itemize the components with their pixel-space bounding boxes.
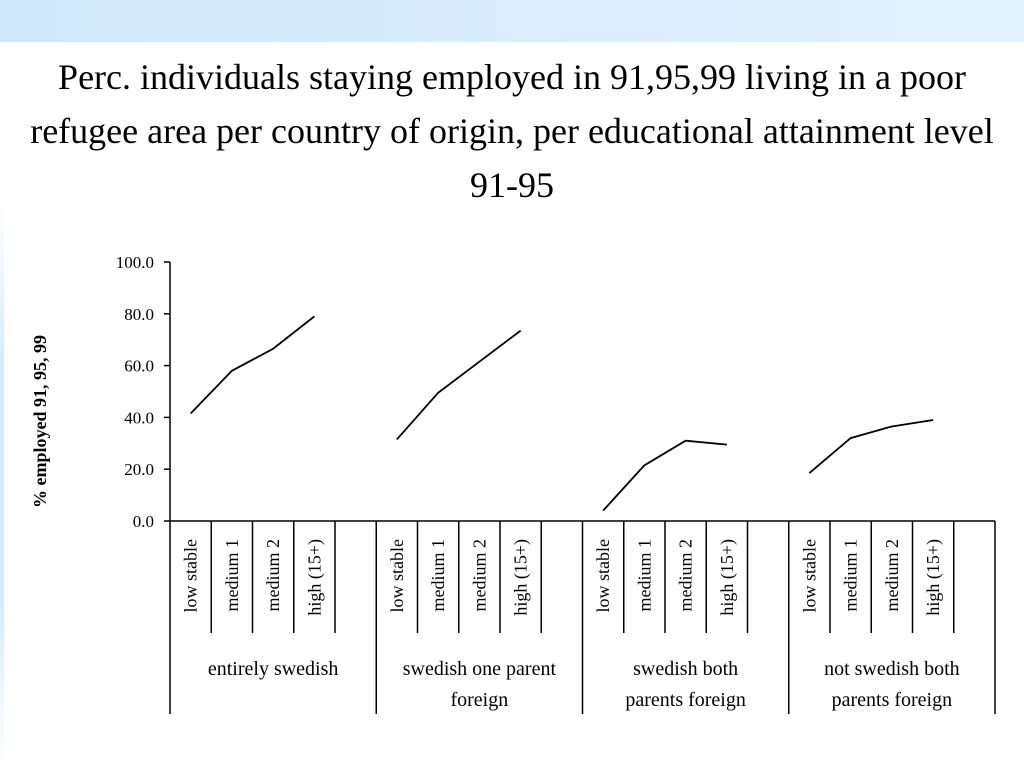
- category-label: low stable: [593, 539, 614, 613]
- group-label: swedish both: [633, 658, 739, 680]
- series-line: [603, 441, 727, 511]
- category-label: medium 2: [675, 539, 696, 612]
- y-tick-label: 100.0: [115, 253, 154, 272]
- group-label: parents foreign: [625, 689, 746, 711]
- series-line: [191, 316, 315, 413]
- category-label: medium 2: [469, 539, 490, 612]
- y-tick-label: 0.0: [132, 512, 154, 531]
- slide-title: Perc. individuals staying employed in 91,95,99 living in a poor refugee area per country of origin, per educational attainment level 91-95: [30, 57, 994, 205]
- category-label: high (15+): [923, 539, 944, 616]
- group-label: not swedish both: [824, 658, 960, 680]
- group-label: parents foreign: [831, 689, 953, 711]
- category-label: medium 1: [221, 539, 242, 612]
- category-label: high (15+): [716, 539, 737, 616]
- category-label: medium 1: [428, 539, 449, 612]
- category-label: medium 1: [840, 539, 861, 612]
- category-label: low stable: [180, 539, 201, 613]
- y-tick-label: 40.0: [124, 408, 154, 428]
- y-tick-label: 60.0: [124, 356, 154, 376]
- group-label: entirely swedish: [207, 658, 339, 680]
- category-label: high (15+): [510, 539, 531, 616]
- y-axis-label: % employed 91, 95, 99: [30, 335, 50, 508]
- category-label: high (15+): [304, 539, 325, 616]
- series-line: [397, 331, 521, 440]
- category-label: medium 1: [634, 539, 655, 612]
- y-tick-label: 80.0: [124, 304, 154, 324]
- category-label: low stable: [386, 539, 407, 613]
- category-label: low stable: [799, 539, 820, 613]
- group-label: swedish one parent: [402, 658, 557, 680]
- category-label: medium 2: [881, 539, 902, 612]
- category-label: medium 2: [263, 539, 284, 612]
- group-label: foreign: [450, 689, 509, 711]
- series-line: [809, 420, 933, 473]
- y-tick-label: 20.0: [124, 460, 154, 480]
